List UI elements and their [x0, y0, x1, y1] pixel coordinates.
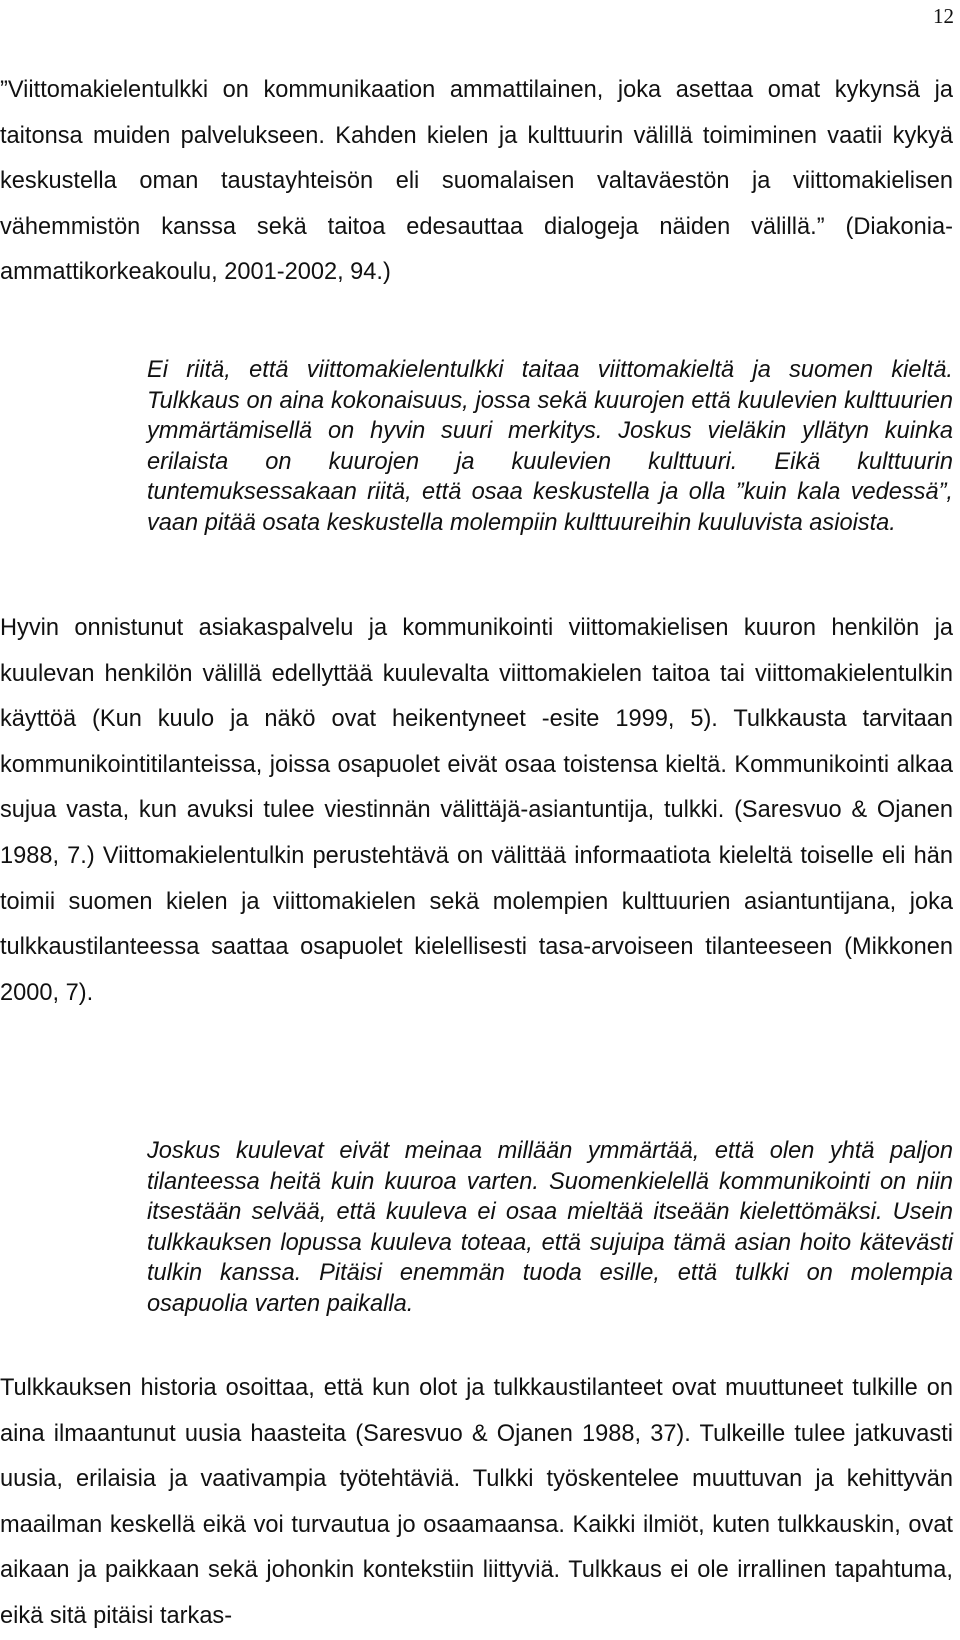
page-number: 12 [933, 4, 954, 28]
body-paragraph-interpreting-history: Tulkkauksen historia osoittaa, että kun olot ja tulkkaustilanteet ovat muuttuneet tulkille on aina ilmaantunut uusia haasteita (Saresvuo & Ojanen 1988, 37). Tulkeille tulee jatkuvasti uusia, erilaisia ja vaativampia työtehtäviä. Tulkki työskentelee muuttuvan ja kehittyvän maailman keskellä eikä voi turvautua jo osaamaansa. Kaikki ilmiöt, kuten tulkkauskin, ovat aikaan ja paikkaan sekä johonkin kontekstiin liittyviä. Tulkkaus ei ole irrallinen tapahtuma, eikä sitä pitäisi tarkas- [0, 1375, 953, 1629]
body-paragraph-customer-service: Hyvin onnistunut asiakaspalvelu ja kommunikointi viittomakielisen kuuron henkilön ja kuulevan henkilön välillä edellyttää kuulevalta viittomakielen taitoa tai viittomakielentulkin käyttöä (Kun kuulo ja näkö ovat heikentyneet -esite 1999, 5). Tulkkausta tarvitaan kommunikointitilanteissa, joissa osapuolet eivät osaa toistensa kieltä. Kommunikointi alkaa sujua vasta, kun avuksi tulee viestinnän välittäjä-asiantuntija, tulkki. (Saresvuo & Ojanen 1988, 7.) Viittomakielentulkin perustehtävä on välittää informaatiota kieleltä toiselle eli hän toimii suomen kielen ja viittomakielen sekä molempien kulttuurien asiantuntijana, joka tulkkaustilanteessa saattaa osapuolet kielellisesti tasa-arvoiseen tilanteeseen (Mikkonen 2000, 7). [0, 615, 953, 1006]
quote-block-cultural-knowledge: Ei riitä, että viittomakielentulkki taitaa viittomakieltä ja suomen kieltä. Tulkkaus on aina kokonaisuus, jossa sekä kuurojen että kuulevien kulttuurien ymmärtämisellä on hyvin suuri merkitys. Joskus vieläkin yllätyn kuinka erilaista on kuurojen ja kuulevien kulttuuri. Eikä kulttuurin tuntemuksessakaan riitä, että osaa keskustella ja olla ”kuin kala vedessä”, vaan pitää osata keskustella molempiin kulttuureihin kuuluvista asioista. [147, 357, 953, 536]
quote-block-hearing-people: Joskus kuulevat eivät meinaa millään ymmärtää, että olen yhtä paljon tilanteessa heitä kuin kuuroa varten. Suomenkielellä kommunikointi on niin itsestään selvää, että kuuleva ei osaa mieltää itseään kielettömäksi. Usein tulkkauksen lopussa kuuleva toteaa, että sujuipa tämä asian hoito kätevästi tulkin kanssa. Pitäisi enemmän tuoda esille, että tulkki on molempia osapuolia varten paikalla. [147, 1138, 953, 1317]
body-paragraph-interpreter-definition: ”Viittomakielentulkki on kommunikaation ammattilainen, joka asettaa omat kykynsä ja taitonsa muiden palvelukseen. Kahden kielen ja kulttuurin välillä toimiminen vaatii kykyä keskustella oman taustayhteisön eli suomalaisen valtaväestön ja viittomakielisen vähemmistön kanssa sekä taitoa edesauttaa dialogeja näiden välillä.” (Diakonia-ammattikorkeakoulu, 2001-2002, 94.) [0, 77, 953, 286]
